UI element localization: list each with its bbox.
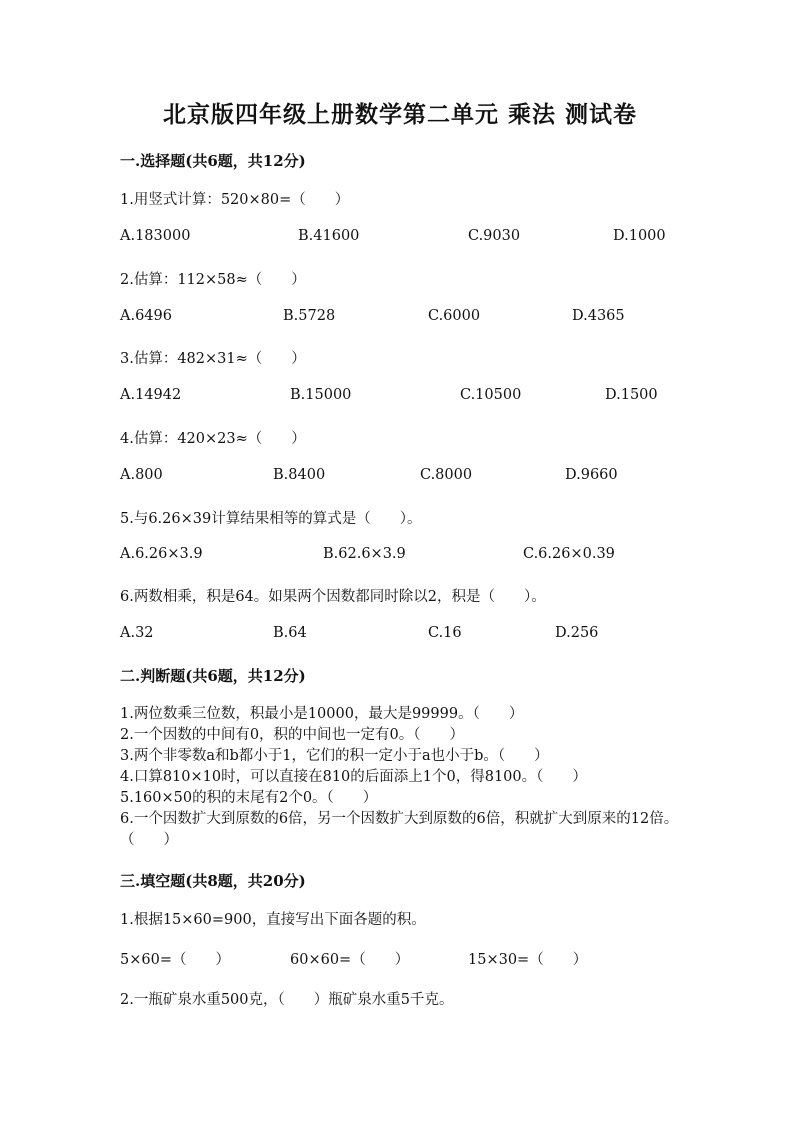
question-stem: 1.根据15×60=900，直接写出下面各题的积。 — [120, 912, 426, 928]
option-b: B.62.6×3.9 — [323, 546, 406, 562]
question-stem: 1.用竖式计算：520×80=（ ） — [120, 192, 350, 208]
option-a: A.183000 — [120, 228, 191, 244]
list-item: 6.一个因数扩大到原数的6倍，另一个因数扩大到原数的6倍，积就扩大到原来的12倍。（ ） — [120, 811, 679, 848]
option-b: B.64 — [273, 625, 307, 641]
option-a: A.32 — [120, 625, 154, 641]
blank-expression: 15×30=（ ） — [468, 952, 588, 968]
question-stem: 6.两数相乘，积是64。如果两个因数都同时除以2，积是（ ）。 — [120, 589, 546, 605]
question-stem: 4.估算：420×23≈（ ） — [120, 431, 306, 447]
blank-expressions — [120, 948, 720, 968]
question-options — [120, 625, 720, 645]
option-a: A.6496 — [120, 308, 172, 324]
blank-expression: 5×60=（ ） — [120, 952, 230, 968]
option-a: A.6.26×3.9 — [120, 546, 203, 562]
option-b: B.15000 — [290, 387, 352, 403]
question-stem: 2.一瓶矿泉水重500克，（ ）瓶矿泉水重5千克。 — [120, 992, 454, 1008]
section-heading-choice: 一.选择题(共6题，共12分) — [120, 152, 306, 170]
page-title: 北京版四年级上册数学第二单元 乘法 测试卷 — [162, 101, 637, 128]
option-d: D.1500 — [605, 387, 658, 403]
question-options — [120, 308, 720, 328]
option-c: C.6.26×0.39 — [523, 546, 615, 562]
list-item: 4.口算810×10时，可以直接在810的后面添上1个0，得8100。（ ） — [120, 769, 587, 785]
option-a: A.14942 — [120, 387, 182, 403]
question-options — [120, 546, 720, 566]
list-item: 3.两个非零数a和b都小于1，它们的积一定小于a也小于b。（ ） — [120, 748, 549, 764]
question-options — [120, 387, 720, 407]
option-a: A.800 — [120, 467, 163, 483]
list-item: 2.一个因数的中间有0，积的中间也一定有0。（ ） — [120, 727, 465, 743]
option-c: C.9030 — [468, 228, 521, 244]
option-b: B.41600 — [298, 228, 360, 244]
blank-expression: 60×60=（ ） — [290, 952, 410, 968]
question-options — [120, 467, 720, 487]
question-stem: 2.估算：112×58≈（ ） — [120, 272, 306, 288]
option-d: D.256 — [555, 625, 599, 641]
option-b: B.5728 — [283, 308, 336, 324]
option-b: B.8400 — [273, 467, 326, 483]
section-heading-judgement: 二.判断题(共6题，共12分) — [120, 667, 306, 685]
option-c: C.8000 — [420, 467, 473, 483]
question-stem: 3.估算：482×31≈（ ） — [120, 351, 306, 367]
question-options — [120, 228, 720, 248]
option-d: D.9660 — [565, 467, 618, 483]
question-stem: 5.与6.26×39计算结果相等的算式是（ ）。 — [120, 511, 422, 527]
option-c: C.16 — [428, 625, 462, 641]
judgement-list — [120, 704, 680, 851]
option-c: C.6000 — [428, 308, 481, 324]
option-d: D.1000 — [613, 228, 666, 244]
section-heading-fill-blank: 三.填空题(共8题，共20分) — [120, 872, 306, 890]
list-item: 5.160×50的积的末尾有2个0。（ ） — [120, 790, 378, 806]
option-d: D.4365 — [572, 308, 625, 324]
option-c: C.10500 — [460, 387, 522, 403]
list-item: 1.两位数乘三位数，积最小是10000，最大是99999。（ ） — [120, 706, 524, 722]
